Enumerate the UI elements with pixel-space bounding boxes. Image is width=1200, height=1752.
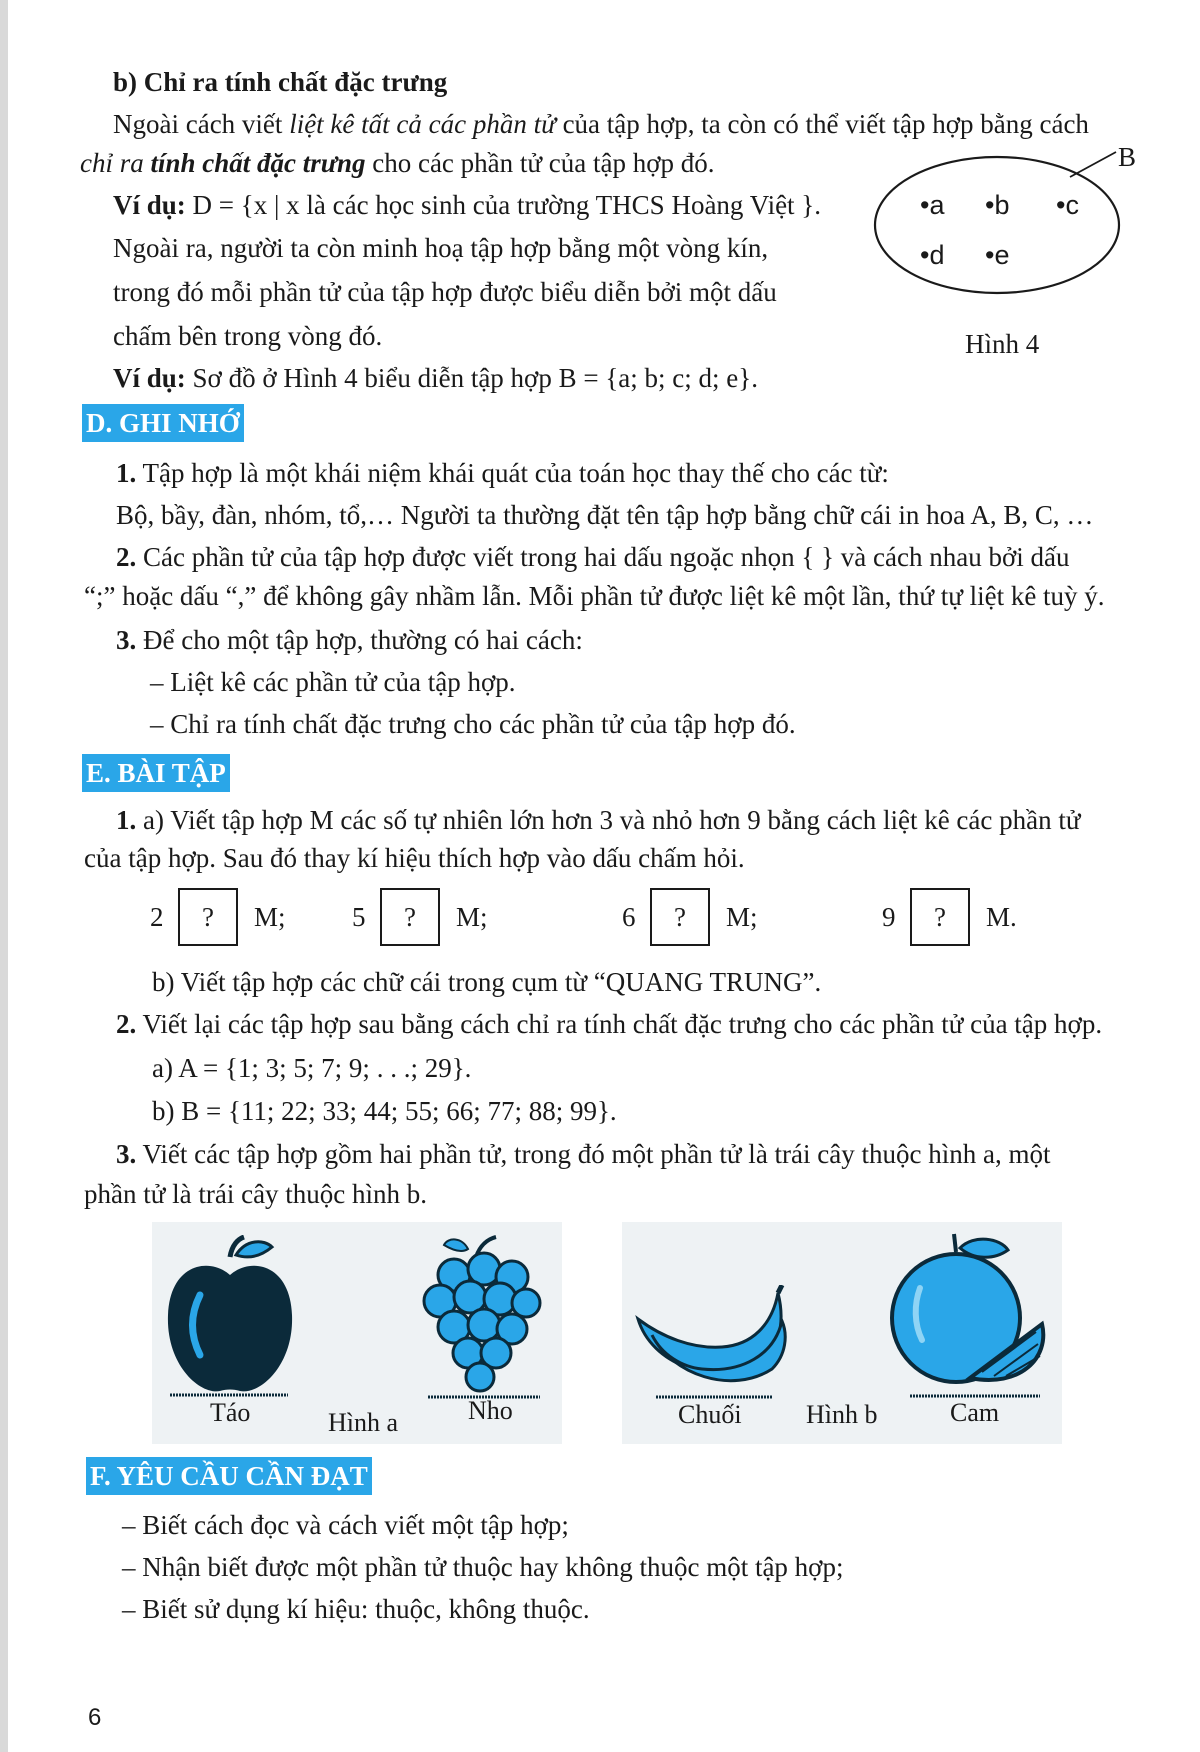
venn-set-label: B xyxy=(1118,142,1137,172)
box-suffix: M; xyxy=(456,902,488,932)
box-suffix: M; xyxy=(254,902,286,932)
section-heading-yeu-cau: F. YÊU CẦU CẦN ĐẠT xyxy=(86,1457,372,1495)
answer-box[interactable]: ? xyxy=(910,888,970,946)
figure-caption: Hình a xyxy=(328,1408,399,1437)
text-run: Viết lại các tập hợp sau bằng cách chỉ ra tính chất đặc trưng cho các phần tử của tập hợp. xyxy=(136,1009,1103,1039)
example-line xyxy=(113,187,821,223)
paragraph-line: của tập hợp. Sau đó thay kí hiệu thích hợp vào dấu chấm hỏi. xyxy=(84,843,745,873)
venn-element: •a xyxy=(920,190,945,220)
box-suffix: M; xyxy=(726,902,758,932)
text-run: D = {x | x là các học sinh của trường THCS Hoàng Việt }. xyxy=(185,190,822,220)
text-run: Để cho một tập hợp, thường có hai cách: xyxy=(136,625,583,655)
page-number: 6 xyxy=(88,1704,102,1731)
fruit-label: Chuối xyxy=(678,1400,742,1429)
venn-pointer-line xyxy=(1070,152,1116,177)
venn-diagram xyxy=(870,140,1150,310)
list-item xyxy=(116,539,1070,575)
fruit-label: Táo xyxy=(210,1398,251,1427)
venn-element: •e xyxy=(985,240,1010,270)
text-run: Tập hợp là một khái niệm khái quát của toán học thay thế cho các từ: xyxy=(136,458,889,488)
paragraph-line: “;” hoặc dấu “,” để không gây nhầm lẫn. Mỗi phần tử được liệt kê một lần, thứ tự liệt kê tuỳ ý. xyxy=(84,581,1105,611)
paragraph-line: phần tử là trái cây thuộc hình b. xyxy=(84,1179,428,1209)
item-number: 2. xyxy=(116,1009,137,1039)
section-heading-bai-tap: E. BÀI TẬP xyxy=(82,754,230,792)
text-run: Các phần tử của tập hợp được viết trong hai dấu ngoặc nhọn { } và cách nhau bởi dấu xyxy=(136,542,1070,572)
answer-box[interactable]: ? xyxy=(380,888,440,946)
italic-run: chỉ ra xyxy=(80,148,144,178)
list-item xyxy=(116,1006,1102,1042)
list-item xyxy=(116,1136,1050,1172)
text-run: của tập hợp, ta còn có thể viết tập hợp bằng cách xyxy=(555,109,1089,139)
orange-icon xyxy=(890,1228,1050,1406)
text-run: cho các phần tử của tập hợp đó. xyxy=(365,148,715,178)
list-item xyxy=(116,802,1081,838)
figure-caption: Hình 4 xyxy=(965,329,1040,359)
answer-box[interactable]: ? xyxy=(650,888,710,946)
item-number: 1. xyxy=(116,458,137,488)
venn-element: •b xyxy=(985,190,1010,220)
text-run: Ngoài cách viết xyxy=(113,109,290,139)
paragraph-line xyxy=(80,145,715,181)
text-run: Sơ đồ ở Hình 4 biểu diễn tập hợp B = {a; b; c; d; e}. xyxy=(185,363,758,393)
list-item xyxy=(116,455,889,491)
page-edge-shadow xyxy=(0,0,8,1752)
box-number: 2 xyxy=(150,902,164,932)
box-number: 9 xyxy=(882,902,896,932)
paragraph-line xyxy=(113,106,1089,142)
paragraph-line: a) A = {1; 3; 5; 7; 9; . . .; 29}. xyxy=(152,1053,472,1083)
answer-box[interactable]: ? xyxy=(178,888,238,946)
example-label: Ví dụ: xyxy=(113,363,186,393)
item-number: 2. xyxy=(116,542,137,572)
paragraph-line: chấm bên trong vòng đó. xyxy=(113,321,383,351)
box-number: 5 xyxy=(352,902,366,932)
paragraph-line: Ngoài ra, người ta còn minh hoạ tập hợp bằng một vòng kín, xyxy=(113,233,769,263)
venn-element: •d xyxy=(920,240,945,270)
section-heading-ghi-nho: D. GHI NHỚ xyxy=(82,404,244,442)
figure-caption: Hình b xyxy=(806,1400,878,1429)
fruit-label: Cam xyxy=(950,1398,1000,1427)
example-label: Ví dụ: xyxy=(113,190,186,220)
paragraph-line: b) B = {11; 22; 33; 44; 55; 66; 77; 88; 99}. xyxy=(152,1096,617,1126)
apple-icon xyxy=(160,1235,300,1405)
bullet-line: – Biết sử dụng kí hiệu: thuộc, không thuộc. xyxy=(122,1594,590,1624)
list-item xyxy=(116,622,583,658)
italic-run: liệt kê tất cả các phần tử xyxy=(289,109,556,139)
text-run: Viết các tập hợp gồm hai phần tử, trong đó một phần tử là trái cây thuộc hình a, một xyxy=(136,1139,1051,1169)
box-suffix: M. xyxy=(986,902,1017,932)
item-number: 1. xyxy=(116,805,137,835)
bullet-line: – Chỉ ra tính chất đặc trưng cho các phần tử của tập hợp đó. xyxy=(150,709,796,739)
venn-element: •c xyxy=(1056,190,1079,220)
box-number: 6 xyxy=(622,902,636,932)
text-run: a) Viết tập hợp M các số tự nhiên lớn hơn 3 và nhỏ hơn 9 bằng cách liệt kê các phần tử xyxy=(136,805,1081,835)
bold-italic-run: tính chất đặc trưng xyxy=(143,148,366,178)
grape-icon xyxy=(418,1235,548,1405)
paragraph-line: trong đó mỗi phần tử của tập hợp được biểu diễn bởi một dấu xyxy=(113,277,777,307)
subsection-title: b) Chỉ ra tính chất đặc trưng xyxy=(113,67,448,97)
paragraph-line: Bộ, bầy, đàn, nhóm, tổ,… Người ta thường đặt tên tập hợp bằng chữ cái in hoa A, B, C, … xyxy=(116,500,1094,530)
paragraph-line: b) Viết tập hợp các chữ cái trong cụm từ “QUANG TRUNG”. xyxy=(152,967,822,997)
example-line xyxy=(113,360,758,396)
banana-icon xyxy=(632,1285,792,1405)
item-number: 3. xyxy=(116,625,137,655)
item-number: 3. xyxy=(116,1139,137,1169)
fruit-label: Nho xyxy=(468,1396,513,1425)
bullet-line: – Nhận biết được một phần tử thuộc hay không thuộc một tập hợp; xyxy=(122,1552,844,1582)
bullet-line: – Biết cách đọc và cách viết một tập hợp; xyxy=(122,1510,569,1540)
bullet-line: – Liệt kê các phần tử của tập hợp. xyxy=(150,667,516,697)
